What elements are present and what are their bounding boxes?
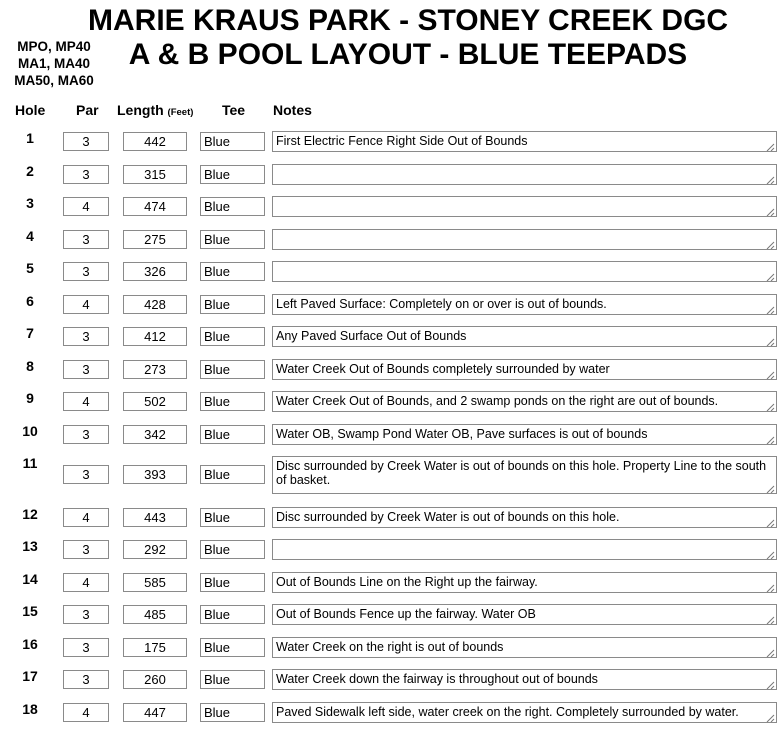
par-field[interactable]: 3 bbox=[63, 262, 109, 281]
notes-textarea[interactable] bbox=[272, 456, 777, 494]
notes-text: Paved Sidewalk left side, water creek on the right. Completely surrounded by water. bbox=[276, 705, 739, 719]
par-field[interactable]: 3 bbox=[63, 465, 109, 484]
length-column-header bbox=[117, 102, 193, 118]
par-field[interactable]: 3 bbox=[63, 327, 109, 346]
resize-grip-icon[interactable] bbox=[766, 239, 775, 248]
resize-grip-icon[interactable] bbox=[766, 174, 775, 183]
resize-grip-icon[interactable] bbox=[766, 271, 775, 280]
resize-grip-icon[interactable] bbox=[766, 582, 775, 591]
hole-number: 3 bbox=[26, 195, 34, 211]
par-field[interactable]: 3 bbox=[63, 230, 109, 249]
length-unit: (Feet) bbox=[167, 107, 194, 118]
resize-grip-icon[interactable] bbox=[766, 647, 775, 656]
par-field[interactable]: 3 bbox=[63, 132, 109, 151]
notes-text: Water OB, Swamp Pond Water OB, Pave surfaces is out of bounds bbox=[276, 427, 648, 441]
par-field[interactable]: 4 bbox=[63, 392, 109, 411]
length-label: Length bbox=[117, 102, 164, 118]
hole-number: 12 bbox=[22, 506, 38, 522]
notes-text: Left Paved Surface: Completely on or over is out of bounds. bbox=[276, 297, 607, 311]
length-field[interactable]: 393 bbox=[123, 465, 187, 484]
resize-grip-icon[interactable] bbox=[766, 304, 775, 313]
par-field[interactable]: 3 bbox=[63, 165, 109, 184]
notes-text: Water Creek Out of Bounds completely surrounded by water bbox=[276, 362, 610, 376]
resize-grip-icon[interactable] bbox=[766, 369, 775, 378]
length-field[interactable]: 273 bbox=[123, 360, 187, 379]
notes-textarea[interactable] bbox=[272, 702, 777, 723]
notes-textarea[interactable] bbox=[272, 294, 777, 315]
tee-column-header: Tee bbox=[222, 102, 246, 118]
tee-field[interactable]: Blue bbox=[200, 670, 265, 689]
division-line: MPO, MP40 bbox=[17, 39, 91, 54]
hole-number: 18 bbox=[22, 701, 38, 717]
division-list bbox=[12, 38, 96, 89]
tee-field[interactable]: Blue bbox=[200, 465, 265, 484]
hole-number: 4 bbox=[26, 228, 34, 244]
notes-text: Water Creek on the right is out of bounds bbox=[276, 640, 504, 654]
notes-textarea[interactable] bbox=[272, 507, 777, 528]
resize-grip-icon[interactable] bbox=[766, 434, 775, 443]
par-field[interactable]: 3 bbox=[63, 540, 109, 559]
tee-field[interactable]: Blue bbox=[200, 605, 265, 624]
notes-text: Out of Bounds Fence up the fairway. Water OB bbox=[276, 607, 536, 621]
notes-textarea[interactable] bbox=[272, 669, 777, 690]
tee-field[interactable]: Blue bbox=[200, 230, 265, 249]
resize-grip-icon[interactable] bbox=[766, 483, 775, 492]
notes-textarea[interactable] bbox=[272, 164, 777, 185]
length-field[interactable]: 447 bbox=[123, 703, 187, 722]
tee-field[interactable]: Blue bbox=[200, 132, 265, 151]
tee-field[interactable]: Blue bbox=[200, 392, 265, 411]
hole-number: 17 bbox=[22, 668, 38, 684]
notes-textarea[interactable] bbox=[272, 261, 777, 282]
notes-textarea[interactable] bbox=[272, 131, 777, 152]
par-field[interactable]: 4 bbox=[63, 703, 109, 722]
resize-grip-icon[interactable] bbox=[766, 549, 775, 558]
notes-textarea[interactable] bbox=[272, 637, 777, 658]
hole-number: 8 bbox=[26, 358, 34, 374]
par-field[interactable]: 4 bbox=[63, 295, 109, 314]
division-line: MA1, MA40 bbox=[17, 56, 90, 71]
length-field[interactable]: 428 bbox=[123, 295, 187, 314]
notes-column-header: Notes bbox=[273, 102, 312, 118]
resize-grip-icon[interactable] bbox=[766, 401, 775, 410]
resize-grip-icon[interactable] bbox=[766, 517, 775, 526]
length-field[interactable]: 342 bbox=[123, 425, 187, 444]
tee-field[interactable]: Blue bbox=[200, 327, 265, 346]
resize-grip-icon[interactable] bbox=[766, 614, 775, 623]
par-field[interactable]: 3 bbox=[63, 605, 109, 624]
tee-field[interactable]: Blue bbox=[200, 703, 265, 722]
hole-number: 14 bbox=[22, 571, 38, 587]
hole-number: 13 bbox=[22, 538, 38, 554]
notes-textarea[interactable] bbox=[272, 572, 777, 593]
length-field[interactable]: 292 bbox=[123, 540, 187, 559]
tee-field[interactable]: Blue bbox=[200, 573, 265, 592]
length-field[interactable]: 442 bbox=[123, 132, 187, 151]
page-title bbox=[88, 4, 728, 72]
length-field[interactable]: 485 bbox=[123, 605, 187, 624]
hole-number: 9 bbox=[26, 390, 34, 406]
hole-number: 7 bbox=[26, 325, 34, 341]
tee-field[interactable]: Blue bbox=[200, 165, 265, 184]
notes-textarea[interactable] bbox=[272, 229, 777, 250]
hole-column-header: Hole bbox=[15, 102, 46, 118]
length-field[interactable]: 474 bbox=[123, 197, 187, 216]
tee-field[interactable]: Blue bbox=[200, 508, 265, 527]
par-field[interactable]: 4 bbox=[63, 508, 109, 527]
par-column-header: Par bbox=[76, 102, 99, 118]
notes-textarea[interactable] bbox=[272, 539, 777, 560]
title-line-2: A & B POOL LAYOUT - BLUE TEEPADS bbox=[128, 38, 688, 71]
notes-textarea[interactable] bbox=[272, 359, 777, 380]
hole-number: 2 bbox=[26, 163, 34, 179]
tee-field[interactable]: Blue bbox=[200, 197, 265, 216]
notes-text: Out of Bounds Line on the Right up the fairway. bbox=[276, 575, 538, 589]
par-field[interactable]: 4 bbox=[63, 197, 109, 216]
notes-text: Water Creek Out of Bounds, and 2 swamp ponds on the right are out of bounds. bbox=[276, 394, 719, 408]
notes-text: Disc surrounded by Creek Water is out of bounds on this hole. Property Line to the south of basket. bbox=[276, 459, 767, 487]
tee-field[interactable]: Blue bbox=[200, 295, 265, 314]
tee-field[interactable]: Blue bbox=[200, 360, 265, 379]
length-field[interactable]: 412 bbox=[123, 327, 187, 346]
hole-number: 10 bbox=[22, 423, 38, 439]
hole-number: 1 bbox=[26, 130, 34, 146]
length-field[interactable]: 315 bbox=[123, 165, 187, 184]
par-field[interactable]: 3 bbox=[63, 670, 109, 689]
par-field[interactable]: 3 bbox=[63, 638, 109, 657]
tee-field[interactable]: Blue bbox=[200, 638, 265, 657]
length-field[interactable]: 275 bbox=[123, 230, 187, 249]
tee-field[interactable]: Blue bbox=[200, 425, 265, 444]
par-field[interactable]: 3 bbox=[63, 425, 109, 444]
resize-grip-icon[interactable] bbox=[766, 712, 775, 721]
par-field[interactable]: 4 bbox=[63, 573, 109, 592]
resize-grip-icon[interactable] bbox=[766, 336, 775, 345]
length-field[interactable]: 175 bbox=[123, 638, 187, 657]
resize-grip-icon[interactable] bbox=[766, 679, 775, 688]
par-field[interactable]: 3 bbox=[63, 360, 109, 379]
hole-number: 5 bbox=[26, 260, 34, 276]
length-field[interactable]: 585 bbox=[123, 573, 187, 592]
length-field[interactable]: 326 bbox=[123, 262, 187, 281]
notes-text: Water Creek down the fairway is throughout out of bounds bbox=[276, 672, 598, 686]
notes-text: Disc surrounded by Creek Water is out of bounds on this hole. bbox=[276, 510, 620, 524]
hole-number: 15 bbox=[22, 603, 38, 619]
tee-field[interactable]: Blue bbox=[200, 540, 265, 559]
hole-number: 6 bbox=[26, 293, 34, 309]
length-field[interactable]: 502 bbox=[123, 392, 187, 411]
notes-text: Any Paved Surface Out of Bounds bbox=[276, 329, 467, 343]
resize-grip-icon[interactable] bbox=[766, 206, 775, 215]
hole-number: 16 bbox=[22, 636, 38, 652]
notes-textarea[interactable] bbox=[272, 424, 777, 445]
title-line-1: MARIE KRAUS PARK - STONEY CREEK DGC bbox=[88, 4, 729, 37]
notes-textarea[interactable] bbox=[272, 604, 777, 625]
notes-textarea[interactable] bbox=[272, 391, 777, 412]
resize-grip-icon[interactable] bbox=[766, 141, 775, 150]
hole-number: 11 bbox=[22, 455, 38, 471]
division-line: MA50, MA60 bbox=[14, 73, 94, 88]
notes-text: First Electric Fence Right Side Out of Bounds bbox=[276, 134, 528, 148]
length-field[interactable]: 443 bbox=[123, 508, 187, 527]
notes-textarea[interactable] bbox=[272, 326, 777, 347]
notes-textarea[interactable] bbox=[272, 196, 777, 217]
length-field[interactable]: 260 bbox=[123, 670, 187, 689]
tee-field[interactable]: Blue bbox=[200, 262, 265, 281]
